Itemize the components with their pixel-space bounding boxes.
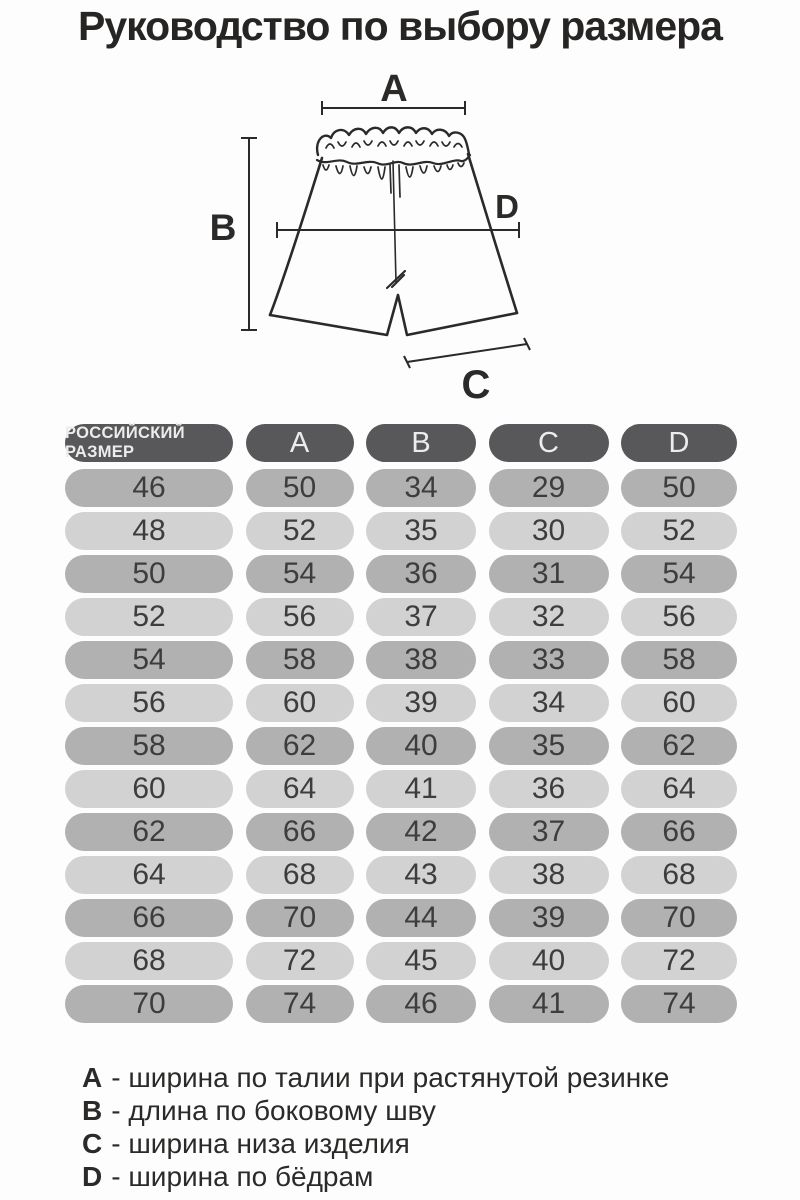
cell-b: 36 bbox=[366, 555, 476, 593]
center-seam bbox=[393, 161, 396, 282]
cell-d: 56 bbox=[621, 598, 737, 636]
table-row bbox=[65, 856, 737, 894]
cell-a: 50 bbox=[246, 469, 354, 507]
waistband-squiggles bbox=[326, 141, 462, 148]
shorts-diagram bbox=[180, 68, 600, 418]
cell-a: 58 bbox=[246, 641, 354, 679]
table-row bbox=[65, 727, 737, 765]
legend-key: C bbox=[82, 1128, 103, 1159]
header-cell-b: B bbox=[366, 424, 476, 462]
cell-a: 60 bbox=[246, 684, 354, 722]
cell-b: 42 bbox=[366, 813, 476, 851]
cell-d: 50 bbox=[621, 469, 737, 507]
cell-a: 52 bbox=[246, 512, 354, 550]
measurement-legend bbox=[82, 1061, 669, 1193]
cell-d: 54 bbox=[621, 555, 737, 593]
cell-a: 62 bbox=[246, 727, 354, 765]
table-row bbox=[65, 985, 737, 1023]
cell-c: 30 bbox=[489, 512, 609, 550]
cell-d: 72 bbox=[621, 942, 737, 980]
cell-c: 39 bbox=[489, 899, 609, 937]
legend-key: A bbox=[82, 1062, 103, 1093]
shorts-outline bbox=[270, 127, 517, 335]
cell-d: 60 bbox=[621, 684, 737, 722]
cell-size: 46 bbox=[65, 469, 233, 507]
cell-b: 35 bbox=[366, 512, 476, 550]
cell-b: 43 bbox=[366, 856, 476, 894]
cell-c: 33 bbox=[489, 641, 609, 679]
cell-d: 66 bbox=[621, 813, 737, 851]
table-row bbox=[65, 770, 737, 808]
cell-a: 70 bbox=[246, 899, 354, 937]
cell-c: 32 bbox=[489, 598, 609, 636]
cell-c: 34 bbox=[489, 684, 609, 722]
cell-a: 64 bbox=[246, 770, 354, 808]
cell-size: 70 bbox=[65, 985, 233, 1023]
cell-size: 64 bbox=[65, 856, 233, 894]
cell-size: 62 bbox=[65, 813, 233, 851]
table-row bbox=[65, 555, 737, 593]
legend-desc: - ширина по бёдрам bbox=[111, 1161, 374, 1192]
cell-b: 34 bbox=[366, 469, 476, 507]
table-row bbox=[65, 899, 737, 937]
cell-c: 35 bbox=[489, 727, 609, 765]
cell-c: 36 bbox=[489, 770, 609, 808]
measure-line-d bbox=[277, 222, 519, 238]
cell-a: 54 bbox=[246, 555, 354, 593]
table-row bbox=[65, 598, 737, 636]
cell-b: 40 bbox=[366, 727, 476, 765]
cell-b: 45 bbox=[366, 942, 476, 980]
cell-a: 72 bbox=[246, 942, 354, 980]
measure-label-a: A bbox=[380, 68, 408, 110]
table-row bbox=[65, 942, 737, 980]
cell-size: 68 bbox=[65, 942, 233, 980]
cell-c: 29 bbox=[489, 469, 609, 507]
cell-d: 74 bbox=[621, 985, 737, 1023]
cell-c: 41 bbox=[489, 985, 609, 1023]
table-row bbox=[65, 512, 737, 550]
cell-size: 66 bbox=[65, 899, 233, 937]
cell-a: 74 bbox=[246, 985, 354, 1023]
cell-d: 62 bbox=[621, 727, 737, 765]
cell-c: 37 bbox=[489, 813, 609, 851]
table-row bbox=[65, 641, 737, 679]
header-cell-c: C bbox=[489, 424, 609, 462]
cell-size: 58 bbox=[65, 727, 233, 765]
size-table bbox=[65, 424, 737, 1028]
cell-size: 56 bbox=[65, 684, 233, 722]
cell-d: 70 bbox=[621, 899, 737, 937]
table-header-row bbox=[65, 424, 737, 462]
cell-c: 40 bbox=[489, 942, 609, 980]
cell-b: 46 bbox=[366, 985, 476, 1023]
measure-label-c: C bbox=[461, 363, 491, 407]
cell-size: 50 bbox=[65, 555, 233, 593]
header-cell-a: A bbox=[246, 424, 354, 462]
legend-desc: - ширина по талии при растянутой резинке bbox=[111, 1062, 670, 1093]
cell-a: 66 bbox=[246, 813, 354, 851]
legend-desc: - длина по боковому шву bbox=[111, 1095, 436, 1126]
cell-b: 41 bbox=[366, 770, 476, 808]
table-row bbox=[65, 813, 737, 851]
header-cell-russian-size: РОССИЙСКИЙ РАЗМЕР bbox=[65, 424, 233, 462]
table-body bbox=[65, 469, 737, 1023]
legend-key: D bbox=[82, 1161, 103, 1192]
cell-size: 48 bbox=[65, 512, 233, 550]
cell-b: 37 bbox=[366, 598, 476, 636]
cell-d: 68 bbox=[621, 856, 737, 894]
legend-item-b bbox=[82, 1094, 669, 1127]
cell-b: 44 bbox=[366, 899, 476, 937]
cell-size: 54 bbox=[65, 641, 233, 679]
measure-line-b bbox=[241, 138, 257, 330]
legend-item-a bbox=[82, 1061, 669, 1094]
legend-desc: - ширина низа изделия bbox=[111, 1128, 410, 1159]
header-cell-d: D bbox=[621, 424, 737, 462]
legend-key: B bbox=[82, 1095, 103, 1126]
legend-item-c bbox=[82, 1127, 669, 1160]
cell-size: 52 bbox=[65, 598, 233, 636]
table-row bbox=[65, 684, 737, 722]
cell-c: 31 bbox=[489, 555, 609, 593]
cell-size: 60 bbox=[65, 770, 233, 808]
legend-item-d bbox=[82, 1160, 669, 1193]
cell-b: 38 bbox=[366, 641, 476, 679]
measure-label-d: D bbox=[495, 188, 519, 225]
cell-d: 58 bbox=[621, 641, 737, 679]
cell-b: 39 bbox=[366, 684, 476, 722]
table-row bbox=[65, 469, 737, 507]
cell-d: 52 bbox=[621, 512, 737, 550]
cell-a: 68 bbox=[246, 856, 354, 894]
cell-c: 38 bbox=[489, 856, 609, 894]
cell-d: 64 bbox=[621, 770, 737, 808]
cell-a: 56 bbox=[246, 598, 354, 636]
measure-label-b: B bbox=[209, 207, 237, 248]
page-title: Руководство по выбору размера bbox=[78, 3, 722, 49]
